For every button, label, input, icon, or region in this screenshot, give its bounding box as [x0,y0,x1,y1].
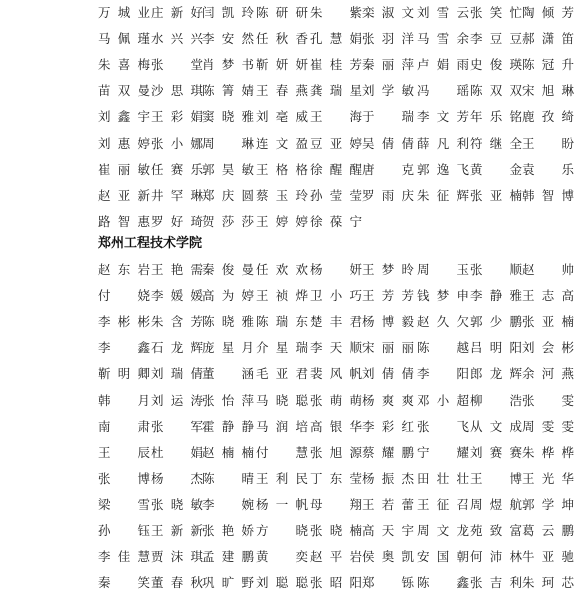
name-entry: 张 亚 楠 [470,187,522,203]
name-entry: 高 银 华 [310,418,362,434]
name-entry: 朱 桦 桦 [522,444,574,460]
name-entry: 郭 逸 飞 [417,161,469,177]
name-entry: 刘 学 敏 [362,83,414,99]
name-entry: 霍 静 静 [202,418,254,434]
name-entry: 唐 克 [362,161,414,177]
name-entry: 周 琳 [202,135,254,151]
name-entry: 田 壮 壮 [417,470,469,486]
name-entry: 郭 昊 敏 [202,161,254,177]
name-entry: 赵 楠 楠 [202,444,254,460]
name-entry: 卢 娟 雨 [417,57,469,73]
name-entry: 杨 振 杰 [362,470,414,486]
name-entry: 符 继 全 [470,135,522,151]
name-entry: 陈 箐 婧 [202,83,254,99]
name-entry: 郎 龙 辉 [470,366,522,382]
name-entry: 卫 小 巧 [310,288,362,304]
name-entry: 赵 亚 新 [98,187,150,203]
name-entry: 任 赛 乐 [151,161,203,177]
name-row [98,388,574,414]
name-entry: 邓 小 超 [417,392,469,408]
name-row [98,518,574,544]
name-entry: 梁 雪 [98,496,150,512]
name-entry: 肖 梦 书 [202,57,254,73]
name-entry: 李 媛 媛 [151,288,203,304]
name-entry: 崔 桂 芳 [310,57,362,73]
name-entry: 刘 鑫 宇 [98,109,150,125]
name-entry: 介 星 瑞 [256,340,308,356]
name-entry: 秦 笑 [98,575,150,591]
name-entry: 周 煜 航 [470,496,522,512]
name-entry: 黄 奕 [256,549,308,565]
name-entry: 赵 平 岩 [310,549,362,565]
name-entry: 毛 亚 君 [256,366,308,382]
name-entry: 葛 云 鹏 [522,523,574,538]
name-row [98,544,574,570]
name-entry: 王 海 [310,109,362,125]
name-entry: 母 翔 [310,496,362,512]
name-entry: 朱 珂 芯 [522,575,574,591]
name-entry: 薛 凡 利 [417,135,469,151]
name-entry: 任 欢 欢 [256,262,308,277]
name-entry: 靳 明 卿 [98,366,150,382]
name-entry: 路 智 惠 [98,213,150,229]
name-entry: 朱 征 辉 [417,187,469,203]
name-entry: 王 祯 烨 [256,288,308,304]
name-row [98,414,574,440]
name-entry: 鹿 孜 绮 [522,109,574,125]
name-entry: 杨 爽 爽 [362,392,414,408]
name-entry: 牛 亚 驰 [522,549,574,565]
name-entry: 杨 杰 [151,470,203,486]
name-entry: 李 阳 [417,366,469,382]
name-entry: 张 顺 [470,262,522,277]
name-entry: 巩 旷 野 [202,575,254,591]
name-entry: 沙 思 琪 [151,83,203,99]
name-entry: 杨 一 帆 [256,496,308,512]
name-entry: 李 天 顺 [310,340,362,356]
name-entry: 刘 聪 聪 [256,575,308,591]
name-entry: 罗 雨 庆 [362,187,414,203]
name-entry: 张 旭 源 [310,444,362,460]
name-entry: 陈 瑞 东 [256,314,308,330]
name-entry: 付 慧 [256,444,308,460]
name-entry: 韩 智 博 [522,187,574,203]
name-row [98,183,574,209]
name-entry: 刘 雪 云 [417,5,469,20]
name-entry: 董 涵 [202,366,254,382]
name-entry: 陈 晴 [202,470,254,486]
name-entry: 张 军 [151,418,203,434]
name-entry: 张 晓 敏 [151,496,203,512]
name-entry: 庄 新 好 [151,5,203,20]
name-row [98,209,550,235]
name-entry: 楚 丰 君 [310,314,362,330]
name-entry: 孟 建 鹏 [202,549,254,565]
name-row [98,361,574,387]
name-row [98,257,574,283]
name-entry: 崔 丽 敏 [98,161,150,177]
name-entry: 栾 淑 文 [362,5,414,20]
name-entry: 陈 鑫 [417,575,469,591]
name-entry: 赵 帅 [522,262,574,277]
name-entry: 王 博 [470,470,522,486]
name-entry: 井 罕 琳 [151,187,203,203]
name-entry: 王 艳 需 [151,262,203,277]
name-entry: 水 兴 兴 [151,31,203,47]
name-entry: 任 秋 香 [256,31,308,47]
name-entry: 安 国 朝 [417,549,469,565]
name-entry: 杜 娟 [151,444,203,460]
name-entry: 陈 研 研 [256,5,308,20]
name-entry: 朱 紫 [310,5,362,20]
name-entry: 王 志 高 [522,288,574,304]
name-entry: 杨 博 毅 [362,314,414,330]
name-entry: 李 彩 红 [362,418,414,434]
name-entry: 袁 乐 [522,161,574,177]
name-entry: 王 格 格 [256,161,308,177]
name-entry: 王 梦 昤 [362,262,414,277]
name-entry: 余 河 燕 [522,366,574,382]
name-entry: 吴 倩 倩 [362,135,414,151]
name-entry: 石 龙 辉 [151,340,203,356]
name-entry: 裴 风 帆 [310,366,362,382]
name-entry: 陶 倾 芳 [522,5,574,20]
name-entry: 马 润 培 [256,418,308,434]
name-entry: 付 娆 [98,288,150,304]
name-entry: 刘 瑞 倩 [151,366,203,382]
name-entry: 张 怡 萍 [202,392,254,408]
name-entry: 张 艳 娇 [202,523,254,538]
name-entry: 王 芳 芳 [362,288,414,304]
name-entry: 李 静 雅 [470,288,522,304]
name-entry: 庞 星 月 [202,340,254,356]
name-entry: 张 博 [98,470,150,486]
name-entry: 南 肃 [98,418,150,434]
name-entry: 郭 学 坤 [522,496,574,512]
name-entry: 赵 东 岩 [98,262,150,277]
name-row [98,309,574,335]
name-row [98,570,574,596]
name-entry: 张 昭 阳 [310,575,362,591]
name-entry: 黄 金 [470,161,522,177]
name-row [98,335,574,361]
name-entry: 张 小 娜 [151,135,203,151]
name-entry: 侯 奥 凯 [362,549,414,565]
name-entry: 赵 久 欠 [417,314,469,330]
name-row [98,283,574,309]
name-entry: 张 晓 楠 [310,523,362,538]
name-entry: 丁 东 莹 [310,470,362,486]
name-entry: 杨 妍 [310,262,362,277]
name-entry: 朱 含 芳 [151,314,203,330]
name-entry: 王 婷 婷 [256,213,308,229]
name-entry: 高 为 婷 [202,288,254,304]
name-entry: 史 俊 瑛 [470,57,522,73]
name-entry: 陈 越 [417,340,469,356]
name-entry: 马 雪 余 [417,31,469,47]
name-entry: 李 佳 慧 [98,549,150,565]
name-entry: 刘 倩 倩 [362,366,414,382]
name-entry: 张 吉 利 [470,575,522,591]
name-entry: 马 晓 聪 [256,392,308,408]
name-entry: 孙 莹 莹 [310,187,362,203]
name-entry: 朱 喜 梅 [98,57,150,73]
name-entry: 苑 致 富 [470,523,522,538]
name-entry: 柳 浩 [470,392,522,408]
name-entry: 郭 少 鹏 [470,314,522,330]
name-row [98,104,574,130]
name-entry: 张 亚 楠 [522,314,574,330]
name-entry: 从 文 成 [470,418,522,434]
name-entry: 钱 梦 申 [417,288,469,304]
name-entry: 蔡 玉 玲 [256,187,308,203]
name-entry: 徐 葆 宁 [310,213,362,229]
name-entry: 宁 耀 [417,444,469,460]
name-entry: 李 豆 豆 [470,31,522,47]
name-entry: 连 文 盈 [256,135,308,151]
name-entry: 年 乐 铭 [470,109,522,125]
name-entry: 徐 醒 醒 [310,161,362,177]
name-entry: 宋 旭 琳 [522,83,574,99]
name-entry: 张 笑 忙 [470,5,522,20]
name-entry: 张 飞 [417,418,469,434]
name-entry: 周 文 龙 [417,523,469,538]
name-entry: 刘 赛 赛 [470,444,522,460]
name-entry: 李 安 然 [202,31,254,47]
name-entry: 贺 莎 莎 [202,213,254,229]
name-entry: 李 文 芳 [417,109,469,125]
name-entry: 李 彬 彬 [98,314,150,330]
name-entry: 吕 明 阳 [470,340,522,356]
name-entry: 刘 亳 威 [256,109,308,125]
name-entry: 周 玉 [417,262,469,277]
name-entry: 闫 凯 玲 [202,5,254,20]
name-entry: 蔡 耀 鹏 [362,444,414,460]
name-entry: 王 盼 [522,135,574,151]
name-entry: 方 晓 [256,523,308,538]
name-entry: 韩 月 [98,392,150,408]
name-entry: 董 春 秋 [151,575,203,591]
name-entry: 王 彩 娟 [151,109,203,125]
name-entry: 刘 会 彬 [522,340,574,356]
name-entry: 龚 瑞 星 [310,83,362,99]
name-entry: 郑 铄 [362,575,414,591]
name-entry: 于 瑞 [362,109,414,125]
section-heading-zhengzhou-institute: 郑州工程技术学院 [98,236,203,251]
name-row [98,26,574,52]
name-row [98,440,574,466]
name-row [98,52,574,78]
name-entry: 窦 晓 雅 [202,109,254,125]
name-entry: 王 新 新 [151,523,203,538]
name-entry: 贾 沫 琪 [151,549,203,565]
name-entry: 何 沛 林 [470,549,522,565]
name-entry: 王 若 蕾 [362,496,414,512]
name-entry: 秦 俊 曼 [202,262,254,277]
name-entry: 郝 潇 笛 [522,31,574,47]
name-entry: 刘 惠 婷 [98,135,150,151]
name-entry: 刘 运 涛 [151,392,203,408]
name-row [98,131,574,157]
name-entry: 王 征 召 [417,496,469,512]
name-entry: 陈 双 双 [470,83,522,99]
name-entry: 苗 双 曼 [98,83,150,99]
name-row [98,157,574,183]
name-entry: 罗 好 琦 [151,213,203,229]
name-entry: 宋 丽 丽 [362,340,414,356]
name-entry: 豆 亚 婷 [310,135,362,151]
name-row [98,78,574,104]
name-entry: 张 堂 [151,57,203,73]
name-entry: 高 天 宇 [362,523,414,538]
name-entry: 陈 冠 升 [522,57,574,73]
name-entry: 孙 钰 [98,523,150,538]
name-row [98,466,574,492]
name-entry: 李 鑫 [98,340,150,356]
name-entry: 万 城 业 [98,5,150,20]
name-entry: 王 光 华 [522,470,574,486]
name-entry: 李 婉 [202,496,254,512]
name-entry: 秦 丽 萍 [362,57,414,73]
name-entry: 王 辰 [98,444,150,460]
name-entry: 冯 瑶 [417,83,469,99]
name-entry: 靳 妍 妍 [256,57,308,73]
name-entry: 张 羽 洋 [362,31,414,47]
name-entry: 郑 庆 圆 [202,187,254,203]
name-entry: 王 利 民 [256,470,308,486]
name-row [98,492,574,518]
name-entry: 马 佩 瑾 [98,31,150,47]
name-entry: 孔 慧 娟 [310,31,362,47]
name-entry: 张 萌 萌 [310,392,362,408]
name-entry: 周 雯 雯 [522,418,574,434]
name-row [98,0,574,26]
name-entry: 陈 晓 雅 [202,314,254,330]
name-entry: 张 雯 [522,392,574,408]
name-entry: 王 春 燕 [256,83,308,99]
